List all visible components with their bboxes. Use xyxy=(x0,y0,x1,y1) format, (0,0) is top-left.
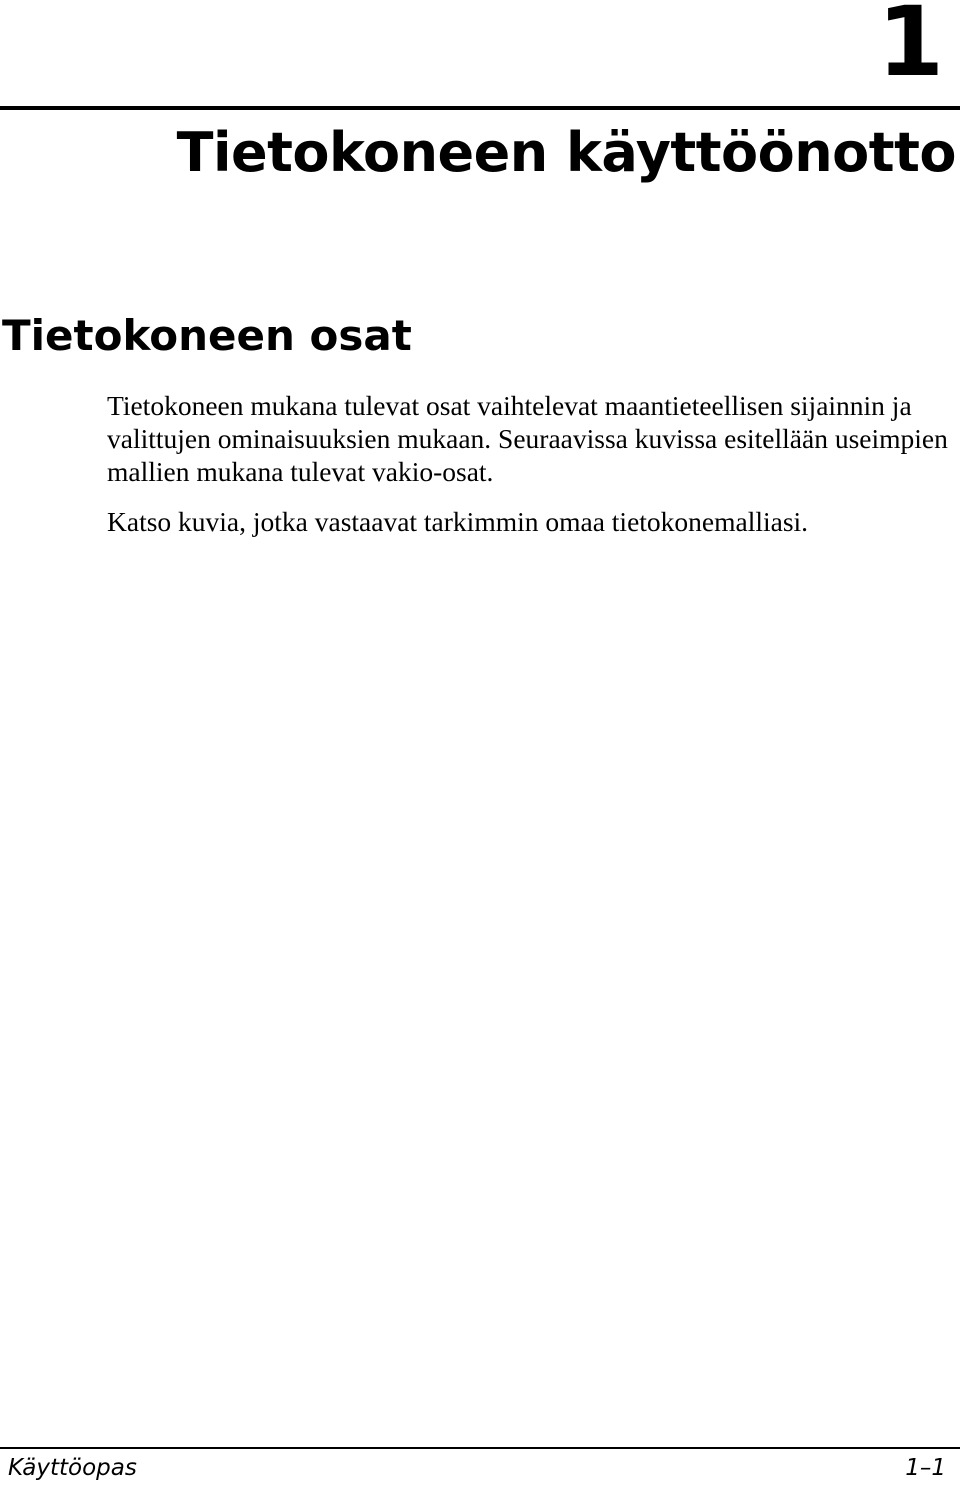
chapter-number: 1 xyxy=(877,0,942,98)
body-paragraph: Tietokoneen mukana tulevat osat vaihtelevat maantieteellisen sijainnin ja valittujen ominaisuuksien mukaan. Seuraavissa kuvissa esitellään useimpien mallien mukana tulevat vakio-osat. xyxy=(107,390,948,487)
chapter-title: Tietokoneen käyttöönotto xyxy=(176,121,956,184)
section-title: Tietokoneen osat xyxy=(2,311,412,360)
footer-page-number: 1–1 xyxy=(905,1455,946,1481)
footer-document-title: Käyttöopas xyxy=(8,1455,137,1481)
footer-divider xyxy=(0,1447,960,1449)
chapter-divider xyxy=(0,106,960,110)
body-paragraph: Katso kuvia, jotka vastaavat tarkimmin omaa tietokonemalliasi. xyxy=(107,506,809,537)
